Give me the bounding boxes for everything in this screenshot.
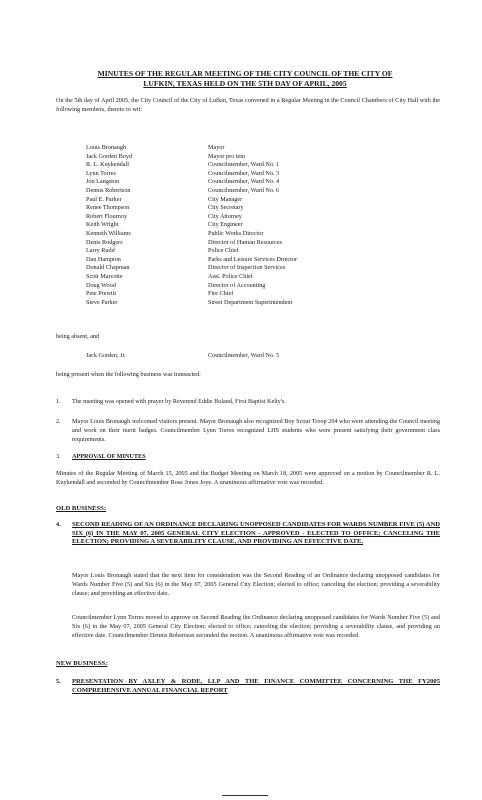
roster-row	[86, 299, 386, 308]
roster-row	[86, 144, 386, 153]
roster-title: Director of Human Resources	[208, 238, 283, 246]
roster-row	[86, 282, 386, 291]
roster-name: Robert Flournoy	[86, 212, 128, 220]
roster-row	[86, 213, 386, 222]
item-3-heading: APPROVAL OF MINUTES	[72, 453, 146, 460]
roster-name: Larry Rudd	[86, 247, 115, 255]
item-3-number: 3.	[56, 453, 61, 460]
roster-title: Fire Chief	[208, 290, 234, 298]
attendance-roster	[86, 144, 386, 307]
item-2-number: 2.	[56, 418, 61, 425]
roster-title: Public Works Director	[208, 229, 264, 237]
roster-name: Louis Bronaugh	[86, 144, 127, 151]
roster-name: Kenneth Williams	[86, 229, 131, 237]
new-business-heading: NEW BUSINESS:	[56, 660, 108, 667]
item-5-number: 5.	[56, 678, 61, 685]
roster-name: Jack Gorden Boyd	[86, 152, 133, 160]
roster-name: Donald Chapman	[86, 264, 130, 272]
minutes-title	[80, 69, 410, 89]
roster-name: Dan Hampton	[86, 255, 121, 263]
roster-name: Pete Prewitt	[86, 290, 117, 298]
page-footer-rule	[222, 795, 268, 796]
roster-name: Jon Langston	[86, 178, 120, 186]
roster-title: Street Department Superintendent	[208, 298, 293, 306]
roster-row	[86, 204, 386, 213]
item-5-heading: PRESENTATION BY AXLEY & RODE, LLP AND THE FINANCE COMMITTEE CONCERNING THE FY2005 COMPREHENSIVE ANNUAL FINANCIAL REPORT	[72, 678, 440, 694]
roster-name: Doug Wood	[86, 281, 116, 289]
absent-member	[86, 352, 386, 359]
roster-title: Police Chief	[208, 247, 239, 255]
roster-row	[86, 196, 386, 205]
roster-row	[86, 290, 386, 299]
absent-member-name: Jack Gorden, Jr.	[86, 352, 126, 359]
item-4-paragraph-2: Councilmember Lynn Torres moved to approve on Second Reading the Ordinance declaring unopposed candidates for Wards Number Five (5) and Six (6) in the May 07, 2005 General City Election; elected to office; canceling the election; providing a severability clause, and providing an effective date. Councilmember Dennis Robertson seconded the motion. A unanimous affirmative vote was recorded.	[72, 614, 440, 639]
roster-title: City Secretary	[208, 204, 244, 212]
roster-name: Scott Marcotte	[86, 272, 123, 280]
roster-row	[86, 230, 386, 239]
roster-row	[86, 153, 386, 162]
roster-title: Councilmember, Ward No. 4	[208, 178, 280, 186]
roster-title: City Engineer	[208, 221, 243, 229]
roster-title: Councilmember, Ward No. 1	[208, 161, 280, 169]
roster-row	[86, 247, 386, 256]
present-text: being present when the following business was transacted:	[56, 371, 201, 378]
item-4-paragraph-1: Mayor Louis Bronaugh stated that the next item for consideration was the Second Reading of an Ordinance declaring unopposed candidates for Wards Number Five (5) and Six (6) in the May 07, 2005 General City Election; elected to office; canceling the election; providing a severability clause; and providing an effective date.	[72, 572, 440, 597]
roster-title: City Attorney	[208, 212, 242, 220]
roster-title: Director of Accounting	[208, 281, 266, 289]
roster-title: Mayor	[208, 144, 225, 151]
roster-title: Asst. Police Chief	[208, 272, 253, 280]
roster-name: Paul E. Parker	[86, 195, 122, 203]
roster-row	[86, 187, 386, 196]
roster-name: Renee Thompson	[86, 204, 130, 212]
roster-title: Councilmember, Ward No. 3	[208, 169, 280, 177]
roster-title: Mayor pro tem	[208, 152, 246, 160]
absent-member-title: Councilmember, Ward No. 5	[208, 352, 280, 359]
item-3-text: Minutes of the Regular Meeting of March 15, 2005 and the Budget Meeting on March 18, 2005 were approved on a motion by Councilmember R. L. Kuykendall and seconded by Councilmember Rose Jones Joye. A unanimous affirmative vote was recorded.	[56, 470, 440, 486]
roster-row	[86, 273, 386, 282]
roster-row	[86, 264, 386, 273]
roster-row	[86, 178, 386, 187]
absent-label: being absent, and	[56, 333, 100, 340]
roster-title: Councilmember, Ward No. 6	[208, 186, 280, 194]
roster-row	[86, 161, 386, 170]
intro-paragraph: On the 5th day of April 2005, the City Council of the City of Lufkin, Texas convened in a Regular Meeting in the Council Chambers of City Hall with the following members, thereto to wit:	[56, 97, 440, 113]
item-2-text: Mayor Louis Bronaugh welcomed visitors present. Mayor Bronaugh also recognized Boy Scout Troop 204 who were attending the Council meeting and work on their merit badges. Councilmember Lynn Torres recognized LHS students who were present satisfying their government class requirements.	[72, 418, 440, 443]
roster-name: Denis Rodgers	[86, 238, 123, 246]
roster-row	[86, 170, 386, 179]
roster-title: Parks and Leisure Services Director	[208, 255, 297, 263]
roster-row	[86, 239, 386, 248]
roster-name: Keith Wright	[86, 221, 119, 229]
roster-name: Dennis Robertson	[86, 186, 131, 194]
roster-name: R. L. Kuykendall	[86, 161, 129, 169]
roster-row	[86, 221, 386, 230]
old-business-heading: OLD BUSINESS:	[56, 505, 107, 512]
roster-title: Director of Inspection Services	[208, 264, 286, 272]
roster-name: Lynn Torres	[86, 169, 116, 177]
roster-name: Steve Parker	[86, 298, 118, 306]
title-line-1: MINUTES OF THE REGULAR MEETING OF THE CITY COUNCIL OF THE CITY OF	[97, 69, 393, 78]
item-4-number: 4.	[56, 521, 61, 528]
roster-title: City Manager	[208, 195, 243, 203]
item-1-number: 1.	[56, 398, 61, 405]
roster-row	[86, 256, 386, 265]
item-4-heading: SECOND READING OF AN ORDINANCE DECLARING UNOPPOSED CANDIDATES FOR WARDS NUMBER FIVE (5) AND SIX (6) IN THE MAY 07, 2005 GENERAL CITY ELECTION - APPROVED - ELECTED TO OFFICE; CANCELING THE ELECTION; PROVIDING A SEVERABILITY CLAUSE, AND PROVIDING AN EFFECTIVE DATE.	[72, 521, 440, 546]
item-1-text: The meeting was opened with prayer by Reverend Eddie Boland, First Baptist Kelty's.	[72, 398, 286, 405]
title-line-2: LUFKIN, TEXAS HELD ON THE 5TH DAY OF APRIL, 2005	[143, 79, 347, 88]
